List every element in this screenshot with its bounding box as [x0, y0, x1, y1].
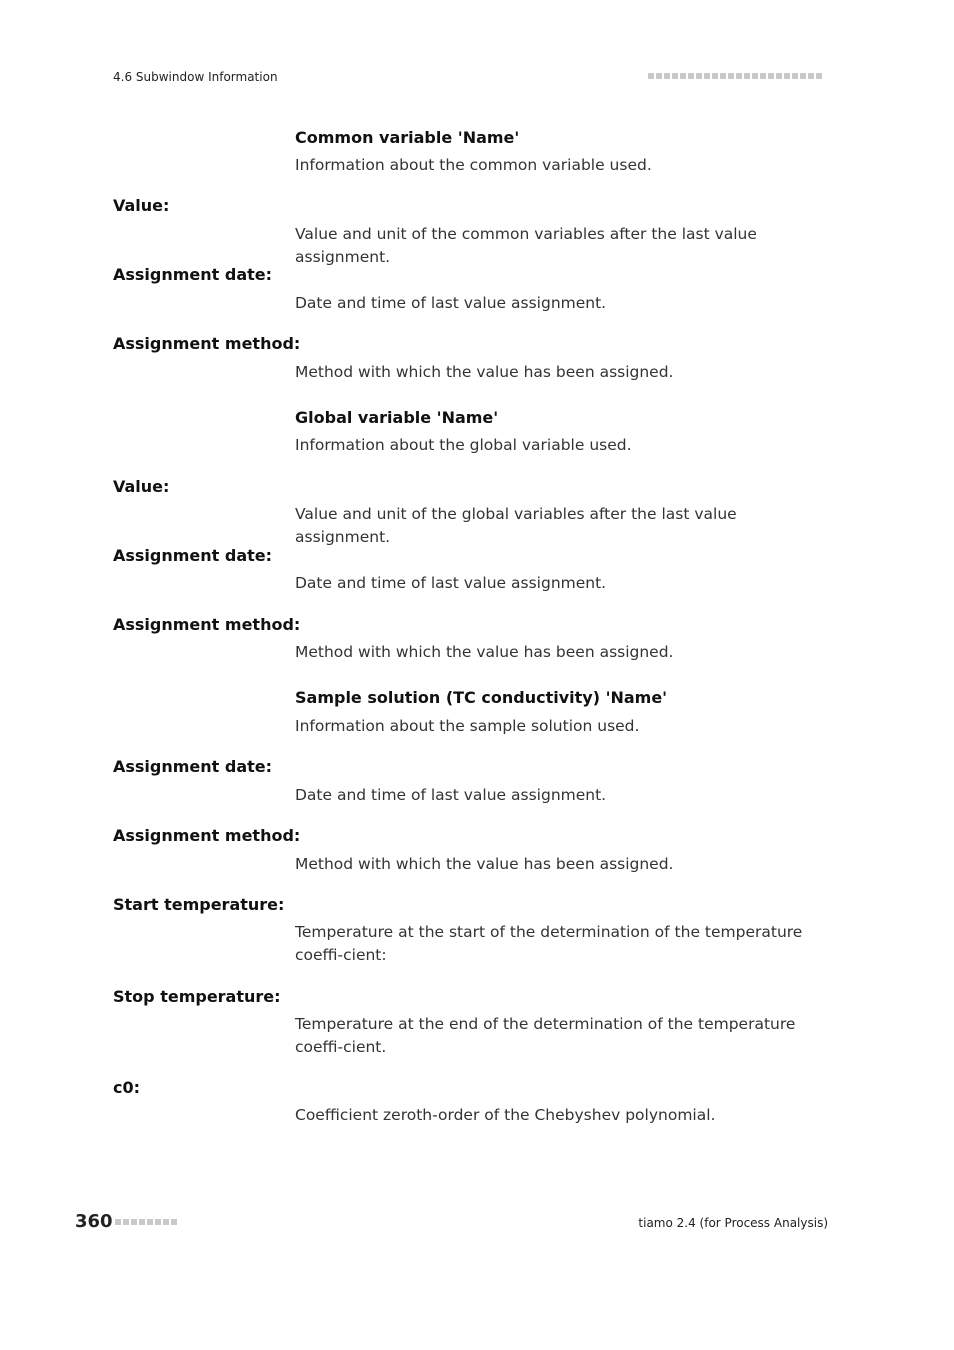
field-description-assignment-method: Method with which the value has been assigned. [295, 363, 674, 381]
field-label-value: Value: [113, 477, 170, 496]
section-heading-global-variable: Global variable 'Name' [295, 408, 499, 427]
field-label-c0: c0: [113, 1078, 141, 1097]
field-description-stop-temperature: Temperature at the end of the determination of the temperature coeffi-cient. [295, 1015, 796, 1056]
field-label-assignment-date: Assignment date: [113, 546, 273, 565]
field-description-assignment-date: Date and time of last value assignment. [295, 786, 607, 804]
field-description-value: Value and unit of the global variables after the last value assignment. [295, 505, 737, 546]
section-intro-sample-solution: Information about the sample solution used. [295, 717, 640, 735]
section-heading-sample-solution: Sample solution (TC conductivity) 'Name' [295, 688, 668, 707]
field-label-assignment-method: Assignment method: [113, 826, 301, 845]
field-description-c0: Coefficient zeroth-order of the Chebyshev polynomial. [295, 1106, 716, 1124]
field-description-start-temperature: Temperature at the start of the determination of the temperature coeffi-cient: [295, 923, 803, 964]
page-number: 360 [75, 1211, 113, 1232]
field-description-assignment-date: Date and time of last value assignment. [295, 294, 607, 312]
field-label-value: Value: [113, 196, 170, 215]
field-description-value: Value and unit of the common variables after the last value assignment. [295, 225, 757, 266]
footer-product-name: tiamo 2.4 (for Process Analysis) [638, 1216, 828, 1230]
field-description-assignment-method: Method with which the value has been assigned. [295, 855, 674, 873]
field-description-assignment-date: Date and time of last value assignment. [295, 574, 607, 592]
field-label-assignment-method: Assignment method: [113, 615, 301, 634]
section-heading-common-variable: Common variable 'Name' [295, 128, 520, 147]
field-label-assignment-method: Assignment method: [113, 334, 301, 353]
footer-decorative-squares [115, 1219, 177, 1225]
header-decorative-squares [648, 73, 822, 79]
section-intro-global-variable: Information about the global variable used. [295, 436, 632, 454]
field-label-stop-temperature: Stop temperature: [113, 987, 281, 1006]
section-intro-common-variable: Information about the common variable used. [295, 156, 652, 174]
field-label-assignment-date: Assignment date: [113, 757, 273, 776]
field-label-start-temperature: Start temperature: [113, 895, 285, 914]
running-header-section: 4.6 Subwindow Information [113, 70, 278, 84]
field-description-assignment-method: Method with which the value has been assigned. [295, 643, 674, 661]
field-label-assignment-date: Assignment date: [113, 265, 273, 284]
